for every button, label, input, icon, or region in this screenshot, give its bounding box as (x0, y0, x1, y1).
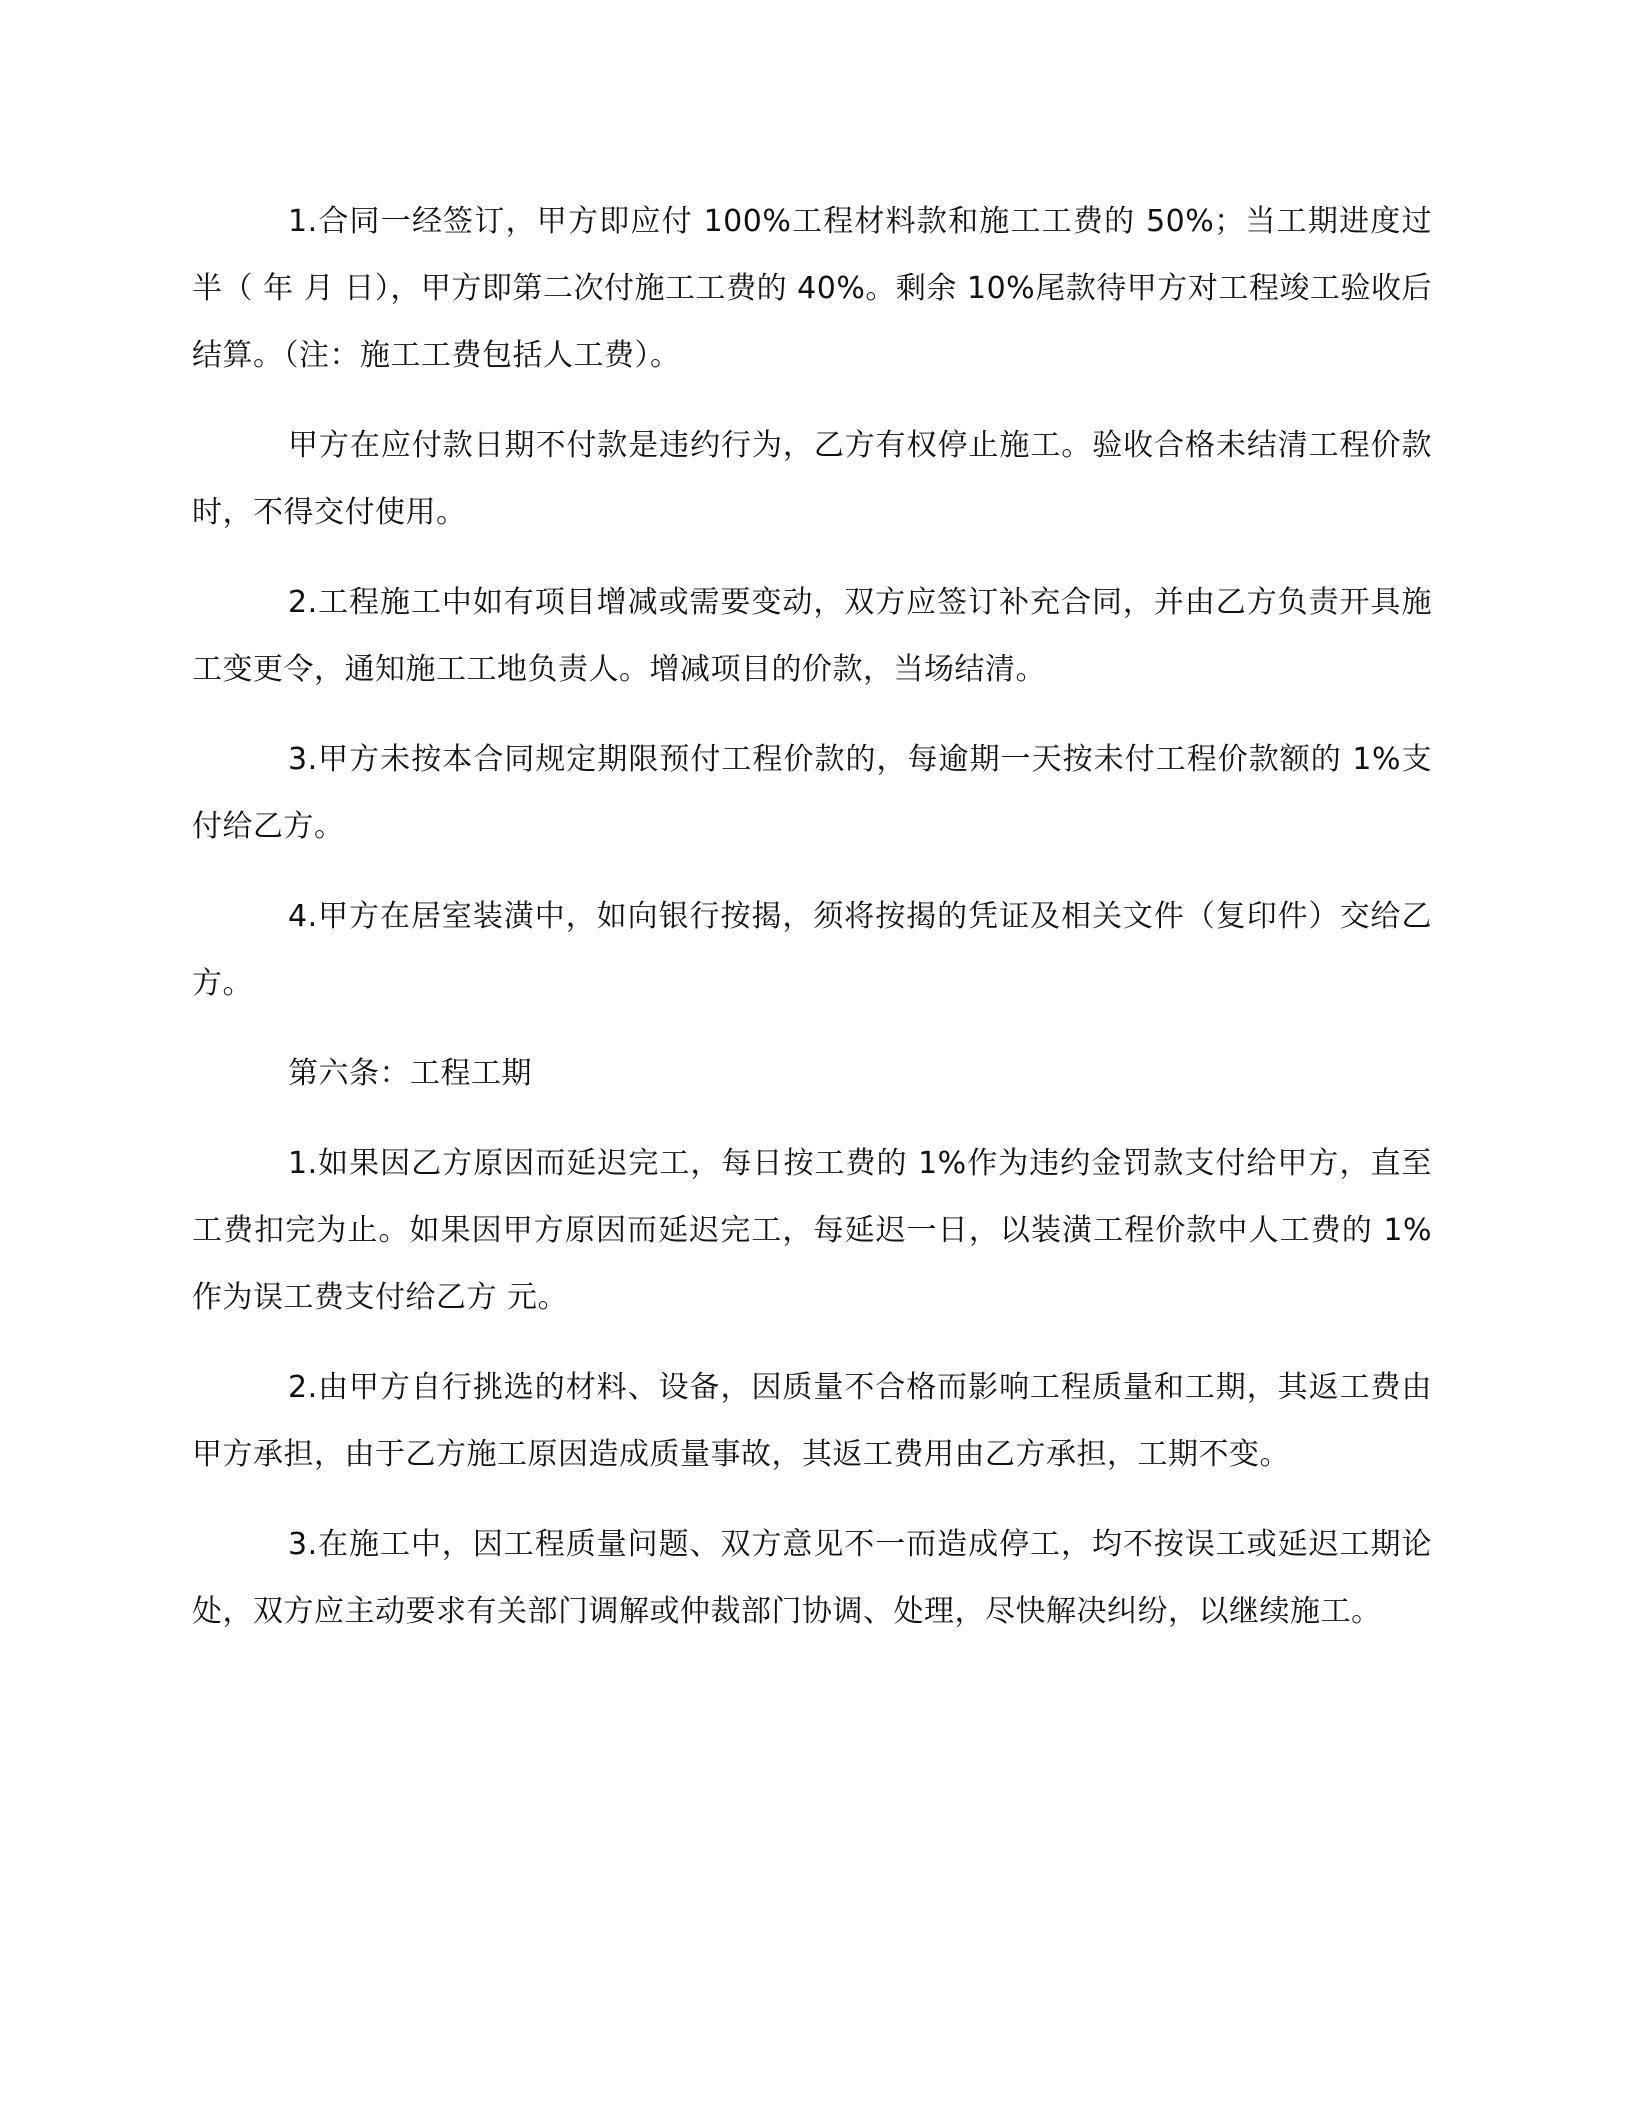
schedule-clause-3: 3.在施工中，因工程质量问题、双方意见不一而造成停工，均不按误工或延迟工期论处，双方应主动要求有关部门调解或仲裁部门协调、处理，尽快解决纠纷，以继续施工。 (192, 1527, 1432, 1629)
schedule-clause-1: 1.如果因乙方原因而延迟完工，每日按工费的 1%作为违约金罚款支付给甲方，直至工费扣完为止。如果因甲方原因而延迟完工，每延迟一日，以装潢工程价款中人工费的 1%作为误工费支付给乙方 元。 (192, 1146, 1432, 1315)
payment-clause-2: 2.工程施工中如有项目增减或需要变动，双方应签订补充合同，并由乙方负责开具施工变更令，通知施工工地负责人。增减项目的价款，当场结清。 (192, 585, 1432, 687)
payment-clause-1: 1.合同一经签订，甲方即应付 100%工程材料款和施工工费的 50%；当工期进度过半（ 年 月 日），甲方即第二次付施工工费的 40%。剩余 10%尾款待甲方对工程竣工验收后结算。（注：施工工费包括人工费）。 (192, 204, 1433, 373)
payment-clause-3: 3.甲方未按本合同规定期限预付工程价款的，每逾期一天按未付工程价款额的 1%支付给乙方。 (192, 742, 1432, 844)
document-body (192, 188, 1432, 1668)
schedule-clause-2: 2.由甲方自行挑选的材料、设备，因质量不合格而影响工程质量和工期，其返工费由甲方承担，由于乙方施工原因造成质量事故，其返工费用由乙方承担，工期不变。 (192, 1370, 1432, 1472)
article-six-heading: 第六条：工程工期 (288, 1056, 532, 1091)
payment-default-clause: 甲方在应付款日期不付款是违约行为，乙方有权停止施工。验收合格未结清工程价款时，不得交付使用。 (192, 428, 1432, 530)
payment-clause-4: 4.甲方在居室装潢中，如向银行按揭，须将按揭的凭证及相关文件（复印件）交给乙方。 (192, 899, 1432, 1001)
